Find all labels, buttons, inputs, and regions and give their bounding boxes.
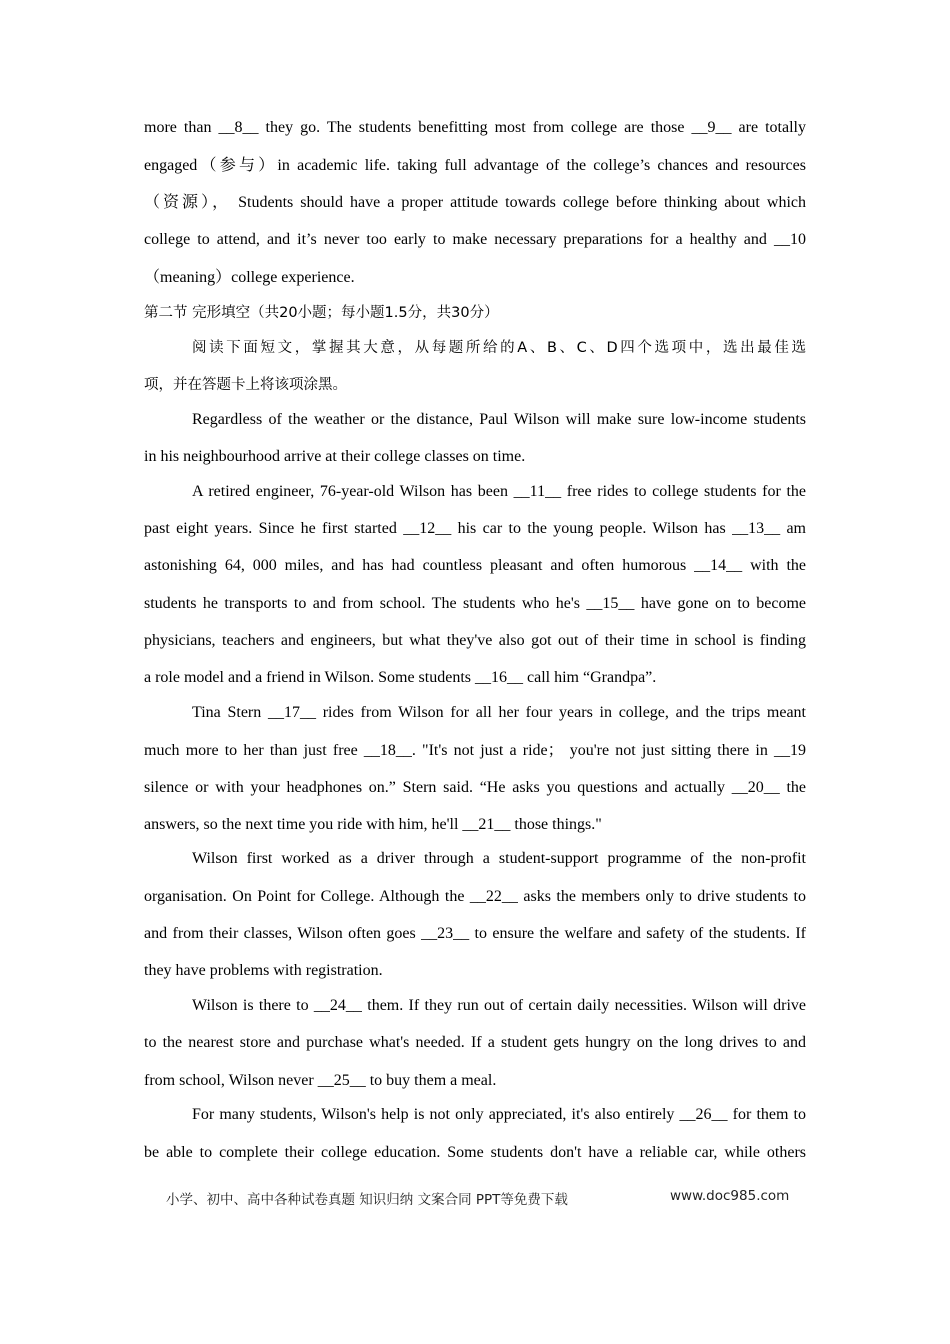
text-line: Wilson first worked as a driver through a student-support programme of the non-profit [192,850,806,867]
text-line: Wilson is there to __24__ them. If they run out of certain daily necessities. Wilson will drive [192,997,806,1014]
text-line: For many students, Wilson's help is not only appreciated, it's also entirely __26__ for them to [192,1106,806,1123]
text-line: more than __8__ they go. The students benefitting most from college are those __9__ are totally [144,119,806,136]
text-line: college to attend, and it’s never too early to make necessary preparations for a healthy and __10 [144,231,806,248]
footer-text: 小学、初中、高中各种试卷真题 知识归纳 文案合同 PPT等免费下载 [166,1192,568,1208]
text-line: a role model and a friend in Wilson. Some students __16__ call him “Grandpa”. [144,669,657,686]
text-line: students he transports to and from school. The students who he's __15__ have gone on to become [144,595,806,612]
text-line: much more to her than just free __18__. "It's not just a ride； you're not just sitting there in __19 [144,742,806,759]
instructions-line: 项，并在答题卡上将该项涂黑。 [144,377,347,393]
text-line: and from their classes, Wilson often goes __23__ to ensure the welfare and safety of the students. If [144,925,806,942]
text-line: answers, so the next time you ride with him, he'll __21__ those things." [144,816,602,833]
text-line: engaged（参与）in academic life. taking full advantage of the college’s chances and resources [144,157,806,174]
text-line: （meaning）college experience. [144,269,355,286]
text-line: they have problems with registration. [144,962,383,979]
footer-url[interactable]: www.doc985.com [670,1188,790,1204]
text-line: astonishing 64, 000 miles, and has had countless pleasant and often humorous __14__ with the [144,557,806,574]
text-line: to the nearest store and purchase what's needed. If a student gets hungry on the long drives to and [144,1034,806,1051]
section-heading: 第二节 完形填空（共20小题；每小题1.5分，共30分） [144,305,499,321]
text-line: be able to complete their college education. Some students don't have a reliable car, while others [144,1144,806,1161]
text-line: past eight years. Since he first started __12__ his car to the young people. Wilson has __13__ am [144,520,806,537]
text-line: Tina Stern __17__ rides from Wilson for all her four years in college, and the trips meant [192,704,806,721]
instructions-line: 阅读下面短文，掌握其大意，从每题所给的A、B、C、D四个选项中，选出最佳选 [192,340,806,356]
text-line: from school, Wilson never __25__ to buy them a meal. [144,1072,497,1089]
text-line: （资源）， Students should have a proper attitude towards college before thinking about which [144,194,806,211]
text-line: silence or with your headphones on.” Stern said. “He asks you questions and actually __20__ the [144,779,806,796]
footer [166,1188,790,1208]
text-line: physicians, teachers and engineers, but what they've also got out of their time in school is finding [144,632,806,649]
text-line: Regardless of the weather or the distance, Paul Wilson will make sure low-income students [192,411,806,428]
text-line: in his neighbourhood arrive at their college classes on time. [144,448,526,465]
text-line: organisation. On Point for College. Although the __22__ asks the members only to drive students to [144,888,806,905]
text-line: A retired engineer, 76-year-old Wilson has been __11__ free rides to college students for the [192,483,806,500]
